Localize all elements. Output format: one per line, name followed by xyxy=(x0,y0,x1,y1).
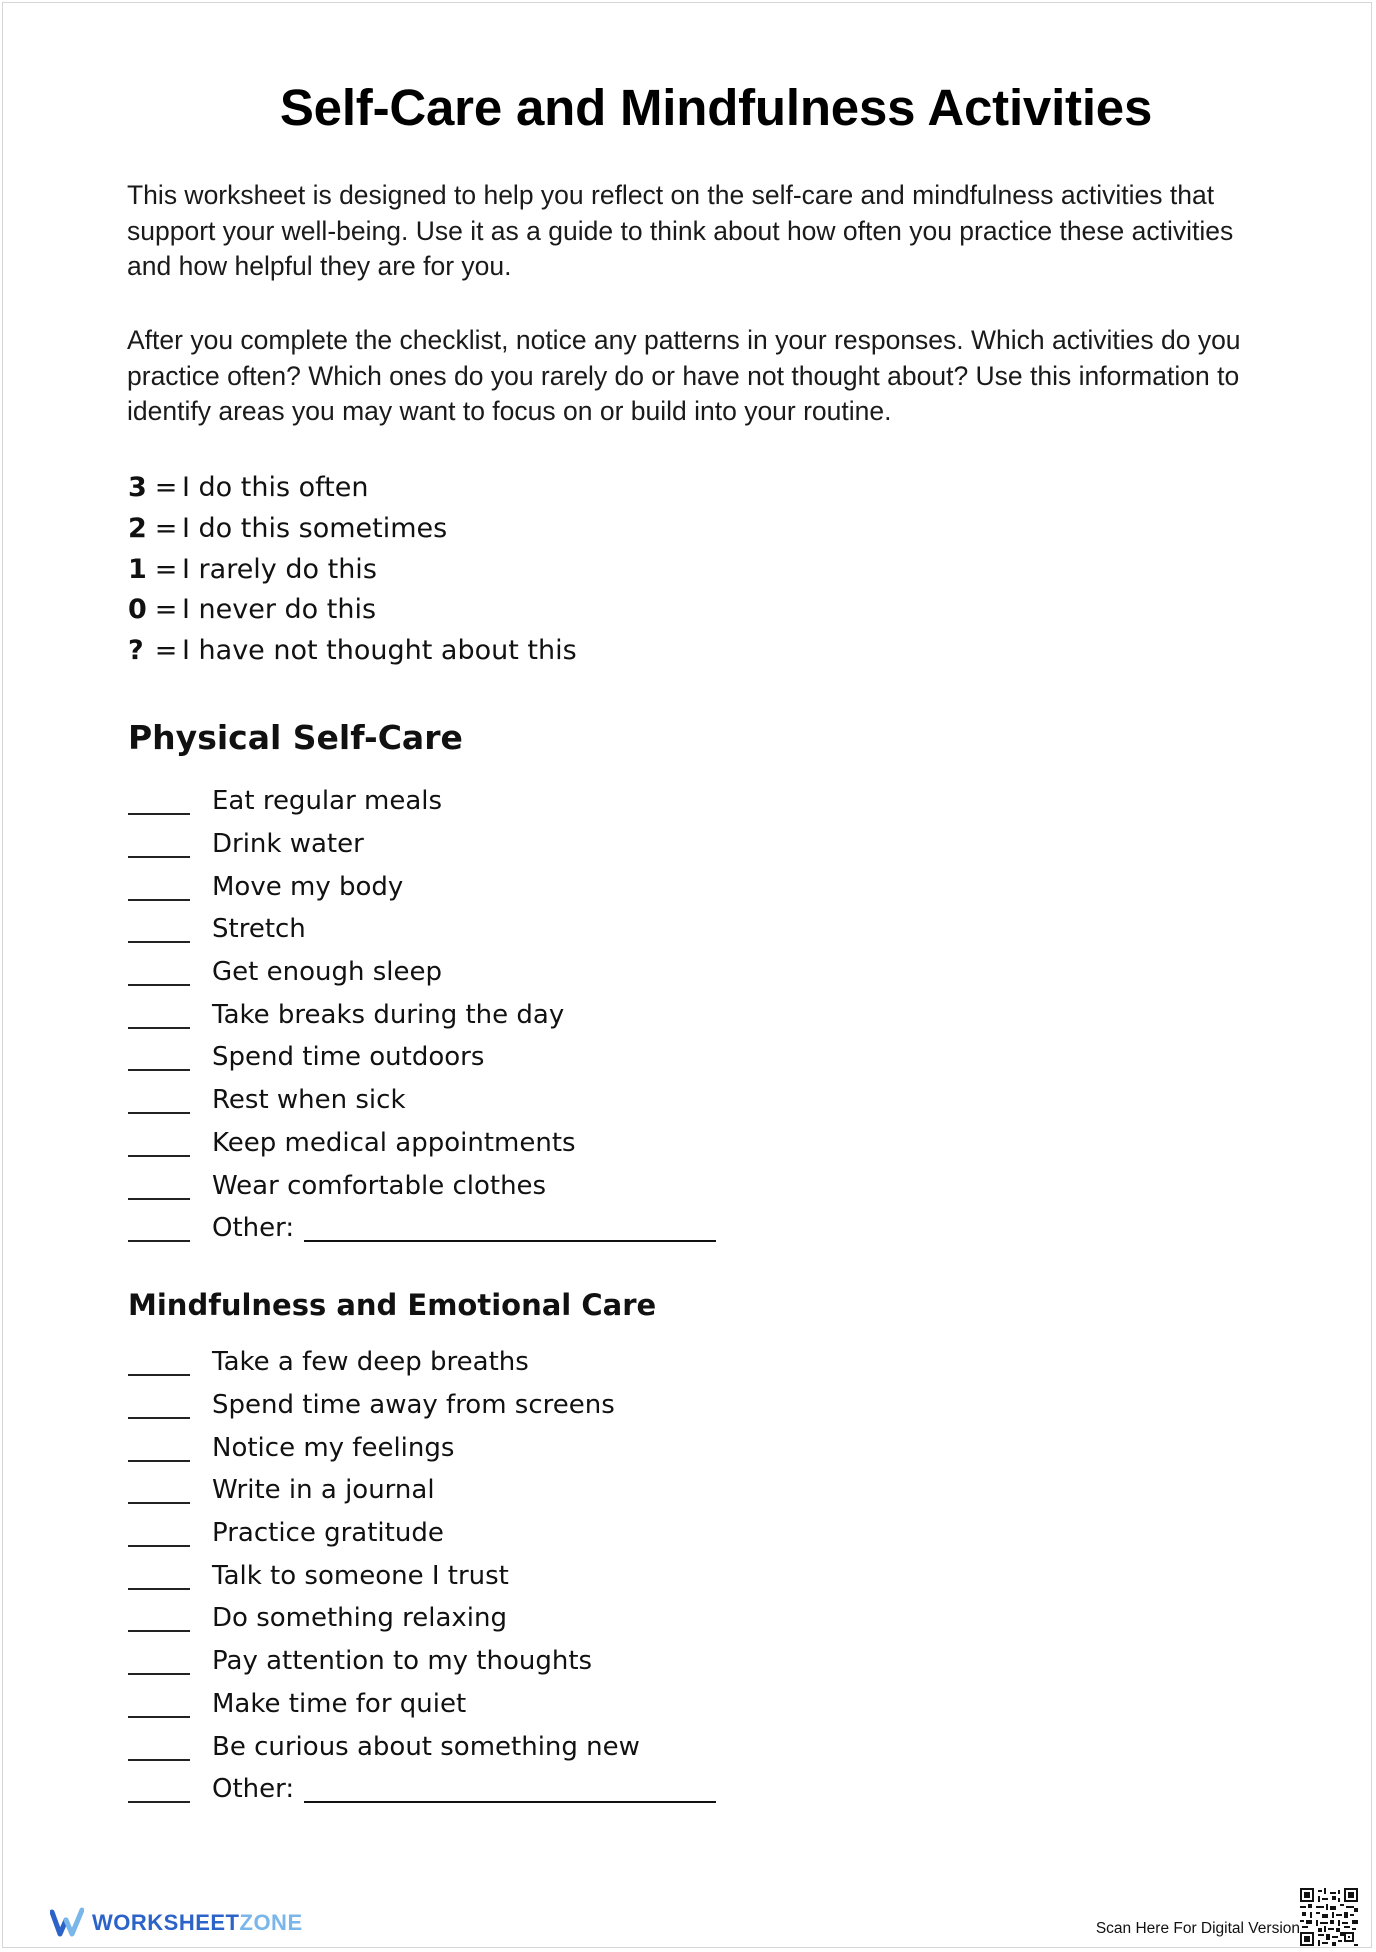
checklist-item xyxy=(128,1640,716,1683)
legend-text: I never do this xyxy=(182,594,377,626)
checklist-item xyxy=(128,865,716,908)
other-write-in-line[interactable] xyxy=(304,1801,716,1803)
page-title: Self-Care and Mindfulness Activities xyxy=(279,79,1153,136)
legend-key: 2 xyxy=(128,512,147,544)
checklist-item xyxy=(128,993,716,1036)
mindfulness-checklist xyxy=(128,1341,716,1811)
checklist-item-other xyxy=(128,1768,716,1811)
legend-text: I have not thought about this xyxy=(182,635,577,667)
qr-code-icon[interactable] xyxy=(1300,1888,1358,1946)
item-label: Pay attention to my thoughts xyxy=(212,1646,593,1677)
checklist-item xyxy=(128,1164,716,1207)
brand-name-part1: WORKSHEET xyxy=(92,1910,240,1935)
legend-row xyxy=(128,509,577,550)
legend-key: 3 xyxy=(128,472,147,503)
item-label: Spend time away from screens xyxy=(212,1390,615,1421)
rating-blank[interactable] xyxy=(128,1502,190,1504)
checklist-item xyxy=(128,780,716,823)
item-label: Spend time outdoors xyxy=(212,1042,485,1073)
brand-name-part2: ZONE xyxy=(239,1910,303,1935)
checklist-item xyxy=(128,908,716,951)
rating-blank[interactable] xyxy=(128,1155,190,1157)
mindfulness-section-title: Mindfulness and Emotional Care xyxy=(128,1288,657,1322)
checklist-item xyxy=(128,1384,716,1427)
physical-section-title: Physical Self-Care xyxy=(128,718,463,757)
legend-row xyxy=(128,631,577,672)
worksheetzone-logo[interactable] xyxy=(50,1906,303,1940)
worksheetzone-logo-icon xyxy=(50,1906,84,1940)
rating-blank[interactable] xyxy=(128,1112,190,1114)
legend-row xyxy=(128,590,577,631)
checklist-item xyxy=(128,1079,716,1122)
checklist-item-other xyxy=(128,1207,716,1250)
rating-blank[interactable] xyxy=(128,1716,190,1718)
legend-equals: = xyxy=(154,635,178,667)
scan-caption: Scan Here For Digital Version xyxy=(1095,1920,1300,1937)
rating-blank[interactable] xyxy=(128,1545,190,1547)
item-label: Notice my feelings xyxy=(212,1432,455,1463)
item-label: Make time for quiet xyxy=(212,1688,467,1719)
item-label: Eat regular meals xyxy=(212,786,443,817)
rating-blank[interactable] xyxy=(128,1027,190,1029)
rating-blank[interactable] xyxy=(128,1673,190,1675)
intro-paragraph: This worksheet is designed to help you reflect on the self-care and mindfulness activities that support your well-being. Use it as a guide to think about how often you practice these activities and how helpful they are for you. xyxy=(127,180,1234,281)
item-label: Write in a journal xyxy=(212,1475,435,1506)
checklist-item xyxy=(128,1469,716,1512)
item-label: Practice gratitude xyxy=(212,1518,444,1549)
checklist-item xyxy=(128,1597,716,1640)
checklist-item xyxy=(128,1426,716,1469)
other-write-in-line[interactable] xyxy=(304,1240,716,1242)
physical-checklist xyxy=(128,780,716,1250)
rating-blank[interactable] xyxy=(128,813,190,815)
rating-blank[interactable] xyxy=(128,1630,190,1632)
intro-paragraph: After you complete the checklist, notice any patterns in your responses. Which activities do you practice often? Which ones do you rarely do or have not thought about? Use this information to identify areas you may want to focus on or build into your routine. xyxy=(127,325,1241,426)
rating-blank[interactable] xyxy=(128,1374,190,1376)
checklist-item xyxy=(128,823,716,866)
legend-equals: = xyxy=(154,594,178,626)
legend-text: I do this sometimes xyxy=(182,512,448,544)
checklist-item xyxy=(128,1512,716,1555)
rating-blank[interactable] xyxy=(128,1801,190,1803)
rating-blank[interactable] xyxy=(128,1417,190,1419)
legend-equals: = xyxy=(154,472,178,503)
rating-blank[interactable] xyxy=(128,1198,190,1200)
rating-blank[interactable] xyxy=(128,1759,190,1761)
legend-key: 0 xyxy=(128,594,147,626)
legend-row xyxy=(128,550,577,591)
legend-equals: = xyxy=(154,512,178,544)
legend-key: ? xyxy=(128,635,144,667)
rating-blank[interactable] xyxy=(128,856,190,858)
legend-text: I do this often xyxy=(182,472,369,503)
item-label: Move my body xyxy=(212,871,404,902)
checklist-item xyxy=(128,1683,716,1726)
item-label: Talk to someone I trust xyxy=(212,1560,509,1591)
rating-blank[interactable] xyxy=(128,1588,190,1590)
item-label: Take breaks during the day xyxy=(212,999,565,1030)
item-label: Be curious about something new xyxy=(212,1731,640,1762)
rating-blank[interactable] xyxy=(128,899,190,901)
rating-blank[interactable] xyxy=(128,984,190,986)
legend-key: 1 xyxy=(128,553,147,585)
item-label: Keep medical appointments xyxy=(212,1127,576,1158)
checklist-item xyxy=(128,1341,716,1384)
checklist-item xyxy=(128,951,716,994)
other-label: Other: xyxy=(212,1774,295,1805)
rating-legend xyxy=(128,468,577,672)
rating-blank[interactable] xyxy=(128,1460,190,1462)
item-label: Get enough sleep xyxy=(212,957,442,988)
rating-blank[interactable] xyxy=(128,941,190,943)
other-label: Other: xyxy=(212,1213,295,1244)
checklist-item xyxy=(128,1036,716,1079)
checklist-item xyxy=(128,1725,716,1768)
legend-row xyxy=(128,468,577,509)
rating-blank[interactable] xyxy=(128,1240,190,1242)
item-label: Wear comfortable clothes xyxy=(212,1170,547,1201)
brand-name xyxy=(92,1910,303,1936)
item-label: Rest when sick xyxy=(212,1085,406,1116)
checklist-item xyxy=(128,1554,716,1597)
rating-blank[interactable] xyxy=(128,1069,190,1071)
item-label: Drink water xyxy=(212,829,364,860)
legend-text: I rarely do this xyxy=(182,553,377,585)
item-label: Do something relaxing xyxy=(212,1603,507,1634)
item-label: Take a few deep breaths xyxy=(212,1347,529,1378)
checklist-item xyxy=(128,1122,716,1165)
legend-equals: = xyxy=(154,553,178,585)
item-label: Stretch xyxy=(212,914,306,945)
